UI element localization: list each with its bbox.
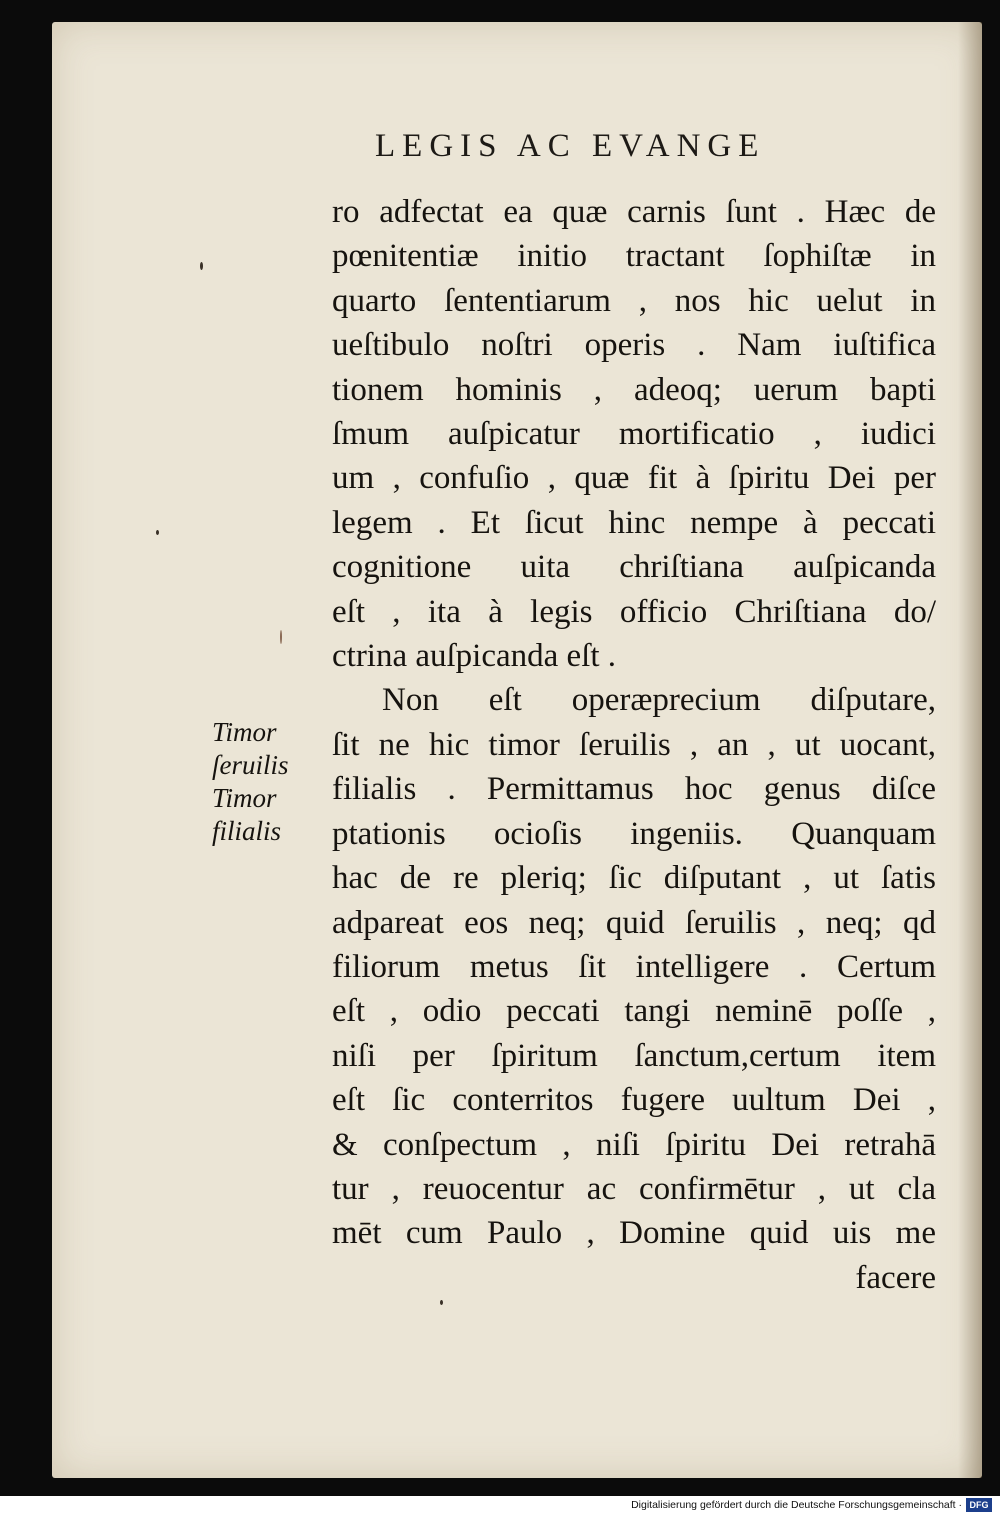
text-line: um , confuſio , quæ fit à ſpiritu Dei per xyxy=(332,460,936,497)
text-line: ptationis ocioſis ingeniis. Quanquam xyxy=(332,815,936,852)
marginal-note-line: Timor xyxy=(212,717,277,747)
text-line: eſt , odio peccati tangi neminē poſſe , xyxy=(332,993,936,1030)
text-line: filiorum metus ſit intelligere . Certum xyxy=(332,948,936,985)
marginal-note-line: ſeruilis xyxy=(212,750,289,780)
text-line: eſt , ita à legis officio Chriſtiana do/ xyxy=(332,593,936,630)
footer-bar xyxy=(0,1496,1000,1516)
ink-speck xyxy=(440,1300,443,1305)
text-line: cognitione uita chriſtiana auſpicanda xyxy=(332,549,936,586)
page-edge-shadow xyxy=(958,22,982,1478)
dfg-logo: DFG xyxy=(966,1498,992,1512)
marginal-note-line: filialis xyxy=(212,816,282,846)
text-line: mēt cum Paulo , Domine quid uis me xyxy=(332,1215,936,1252)
text-line: eſt ſic conterritos fugere uultum Dei , xyxy=(332,1082,936,1119)
text-line: filialis . Permittamus hoc genus diſce xyxy=(332,771,936,808)
text-line: tur , reuocentur ac confirmētur , ut cla xyxy=(332,1170,936,1207)
text-line: & conſpectum , niſi ſpiritu Dei retrahā xyxy=(332,1126,936,1163)
text-line: pœnitentiæ initio tractant ſophiſtæ in xyxy=(332,238,936,275)
ink-speck xyxy=(200,262,203,270)
marginal-note-line: Timor xyxy=(212,783,277,813)
funding-credit: Digitalisierung gefördert durch die Deutsche Forschungsgemeinschaft · xyxy=(631,1499,962,1511)
catchword: facere xyxy=(855,1259,936,1296)
body-text xyxy=(332,190,936,1300)
text-line: ſmum auſpicatur mortificatio , iudici xyxy=(332,416,936,453)
text-line: ro adfectat ea quæ carnis ſunt . Hæc de xyxy=(332,194,936,230)
paragraph-start-line: Non eſt operæprecium diſputare, xyxy=(382,682,936,719)
ink-speck xyxy=(156,530,159,535)
text-line: adpareat eos neq; quid ſeruilis , neq; qd xyxy=(332,904,936,941)
text-line: niſi per ſpiritum ſanctum,certum item xyxy=(332,1037,936,1074)
marginal-note xyxy=(212,716,322,848)
running-head: LEGIS AC EVANGE xyxy=(375,128,766,164)
text-line: ſit ne hic timor ſeruilis , an , ut uocant, xyxy=(332,726,936,763)
text-line: ctrina auſpicanda eſt . xyxy=(332,638,617,675)
text-line: tionem hominis , adeoq; uerum bapti xyxy=(332,371,936,408)
text-line: ueſtibulo noſtri operis . Nam iuſtifica xyxy=(332,327,936,364)
text-line: quarto ſententiarum , nos hic uelut in xyxy=(332,282,936,319)
ink-speck xyxy=(280,630,282,644)
text-line: legem . Et ſicut hinc nempe à peccati xyxy=(332,504,936,541)
text-line: hac de re pleriq; ſic diſputant , ut ſatis xyxy=(332,860,936,897)
